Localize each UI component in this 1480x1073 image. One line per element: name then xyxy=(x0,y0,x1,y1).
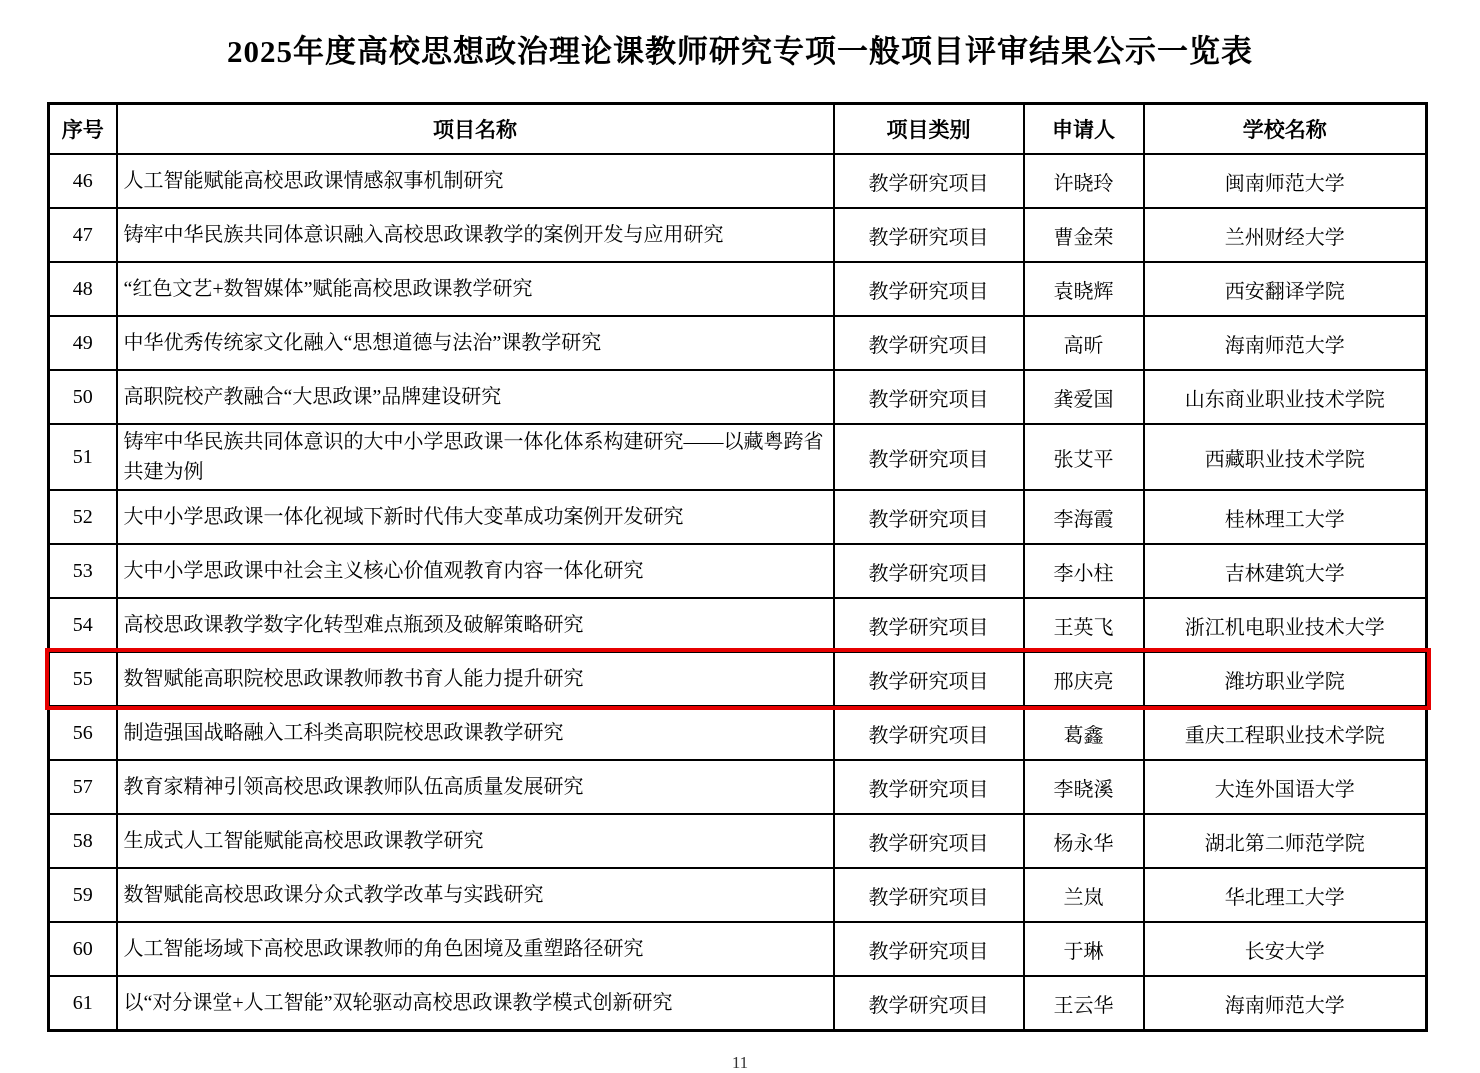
table-row xyxy=(49,598,1427,652)
cell-no: 60 xyxy=(49,922,117,976)
cell-no: 54 xyxy=(49,598,117,652)
cell-project-name: 大中小学思政课一体化视域下新时代伟大变革成功案例开发研究 xyxy=(117,490,834,544)
cell-project-name: 中华优秀传统家文化融入“思想道德与法治”课教学研究 xyxy=(117,316,834,370)
cell-project-name: “红色文艺+数智媒体”赋能高校思政课教学研究 xyxy=(117,262,834,316)
cell-project-name: 数智赋能高职院校思政课教师教书育人能力提升研究 xyxy=(117,652,834,706)
cell-category: 教学研究项目 xyxy=(834,424,1024,490)
column-header-school: 学校名称 xyxy=(1144,104,1427,155)
cell-no: 52 xyxy=(49,490,117,544)
cell-category: 教学研究项目 xyxy=(834,814,1024,868)
table-row xyxy=(49,424,1427,490)
cell-project-name: 教育家精神引领高校思政课教师队伍高质量发展研究 xyxy=(117,760,834,814)
cell-school: 重庆工程职业技术学院 xyxy=(1144,706,1427,760)
cell-category: 教学研究项目 xyxy=(834,154,1024,208)
cell-applicant: 张艾平 xyxy=(1024,424,1144,490)
page-number: 11 xyxy=(731,1053,749,1072)
cell-applicant: 王英飞 xyxy=(1024,598,1144,652)
table-row xyxy=(49,490,1427,544)
table-row xyxy=(49,868,1427,922)
cell-school: 山东商业职业技术学院 xyxy=(1144,370,1427,424)
cell-applicant: 邢庆亮 xyxy=(1024,652,1144,706)
cell-category: 教学研究项目 xyxy=(834,598,1024,652)
column-header-applicant: 申请人 xyxy=(1024,104,1144,155)
table-row xyxy=(49,922,1427,976)
cell-applicant: 许晓玲 xyxy=(1024,154,1144,208)
cell-no: 51 xyxy=(49,424,117,490)
cell-category: 教学研究项目 xyxy=(834,262,1024,316)
cell-no: 61 xyxy=(49,976,117,1031)
cell-category: 教学研究项目 xyxy=(834,370,1024,424)
cell-category: 教学研究项目 xyxy=(834,760,1024,814)
cell-project-name: 铸牢中华民族共同体意识的大中小学思政课一体化体系构建研究——以藏粤跨省共建为例 xyxy=(117,424,834,490)
cell-no: 55 xyxy=(49,652,117,706)
cell-project-name: 人工智能赋能高校思政课情感叙事机制研究 xyxy=(117,154,834,208)
cell-applicant: 杨永华 xyxy=(1024,814,1144,868)
column-header-no: 序号 xyxy=(49,104,117,155)
table-row-highlighted xyxy=(49,652,1427,706)
cell-school: 兰州财经大学 xyxy=(1144,208,1427,262)
table-row xyxy=(49,208,1427,262)
cell-category: 教学研究项目 xyxy=(834,208,1024,262)
cell-applicant: 王云华 xyxy=(1024,976,1144,1031)
cell-school: 华北理工大学 xyxy=(1144,868,1427,922)
cell-no: 50 xyxy=(49,370,117,424)
cell-no: 57 xyxy=(49,760,117,814)
cell-category: 教学研究项目 xyxy=(834,652,1024,706)
cell-school: 潍坊职业学院 xyxy=(1144,652,1427,706)
cell-category: 教学研究项目 xyxy=(834,976,1024,1031)
cell-applicant: 曹金荣 xyxy=(1024,208,1144,262)
results-table xyxy=(47,102,1428,1032)
cell-category: 教学研究项目 xyxy=(834,922,1024,976)
cell-school: 闽南师范大学 xyxy=(1144,154,1427,208)
cell-applicant: 李小柱 xyxy=(1024,544,1144,598)
table-row xyxy=(49,370,1427,424)
table-row xyxy=(49,706,1427,760)
cell-no: 58 xyxy=(49,814,117,868)
cell-school: 西安翻译学院 xyxy=(1144,262,1427,316)
cell-category: 教学研究项目 xyxy=(834,868,1024,922)
cell-applicant: 李晓溪 xyxy=(1024,760,1144,814)
cell-category: 教学研究项目 xyxy=(834,706,1024,760)
cell-applicant: 高昕 xyxy=(1024,316,1144,370)
cell-applicant: 葛鑫 xyxy=(1024,706,1144,760)
table-row xyxy=(49,544,1427,598)
cell-applicant: 袁晓辉 xyxy=(1024,262,1144,316)
cell-no: 59 xyxy=(49,868,117,922)
table-body xyxy=(49,154,1427,1031)
column-header-project-name: 项目名称 xyxy=(117,104,834,155)
table-row xyxy=(49,814,1427,868)
column-header-category: 项目类别 xyxy=(834,104,1024,155)
cell-project-name: 生成式人工智能赋能高校思政课教学研究 xyxy=(117,814,834,868)
cell-project-name: 高职院校产教融合“大思政课”品牌建设研究 xyxy=(117,370,834,424)
cell-category: 教学研究项目 xyxy=(834,316,1024,370)
cell-school: 桂林理工大学 xyxy=(1144,490,1427,544)
cell-school: 长安大学 xyxy=(1144,922,1427,976)
cell-no: 47 xyxy=(49,208,117,262)
cell-no: 56 xyxy=(49,706,117,760)
cell-project-name: 数智赋能高校思政课分众式教学改革与实践研究 xyxy=(117,868,834,922)
cell-no: 46 xyxy=(49,154,117,208)
cell-applicant: 兰岚 xyxy=(1024,868,1144,922)
header-row xyxy=(49,104,1427,155)
cell-school: 西藏职业技术学院 xyxy=(1144,424,1427,490)
cell-project-name: 以“对分课堂+人工智能”双轮驱动高校思政课教学模式创新研究 xyxy=(117,976,834,1031)
cell-school: 吉林建筑大学 xyxy=(1144,544,1427,598)
cell-no: 49 xyxy=(49,316,117,370)
page-title: 2025年度高校思想政治理论课教师研究专项一般项目评审结果公示一览表 xyxy=(227,34,1253,69)
cell-project-name: 铸牢中华民族共同体意识融入高校思政课教学的案例开发与应用研究 xyxy=(117,208,834,262)
cell-applicant: 于琳 xyxy=(1024,922,1144,976)
cell-applicant: 李海霞 xyxy=(1024,490,1144,544)
cell-project-name: 高校思政课教学数字化转型难点瓶颈及破解策略研究 xyxy=(117,598,834,652)
cell-project-name: 制造强国战略融入工科类高职院校思政课教学研究 xyxy=(117,706,834,760)
cell-school: 海南师范大学 xyxy=(1144,976,1427,1031)
cell-school: 大连外国语大学 xyxy=(1144,760,1427,814)
cell-school: 浙江机电职业技术大学 xyxy=(1144,598,1427,652)
table-row xyxy=(49,316,1427,370)
table-row xyxy=(49,154,1427,208)
table-row xyxy=(49,262,1427,316)
cell-school: 湖北第二师范学院 xyxy=(1144,814,1427,868)
cell-project-name: 人工智能场域下高校思政课教师的角色困境及重塑路径研究 xyxy=(117,922,834,976)
cell-no: 48 xyxy=(49,262,117,316)
table-row xyxy=(49,976,1427,1031)
cell-category: 教学研究项目 xyxy=(834,490,1024,544)
table-row xyxy=(49,760,1427,814)
cell-school: 海南师范大学 xyxy=(1144,316,1427,370)
cell-applicant: 龚爱国 xyxy=(1024,370,1144,424)
cell-category: 教学研究项目 xyxy=(834,544,1024,598)
cell-project-name: 大中小学思政课中社会主义核心价值观教育内容一体化研究 xyxy=(117,544,834,598)
cell-no: 53 xyxy=(49,544,117,598)
